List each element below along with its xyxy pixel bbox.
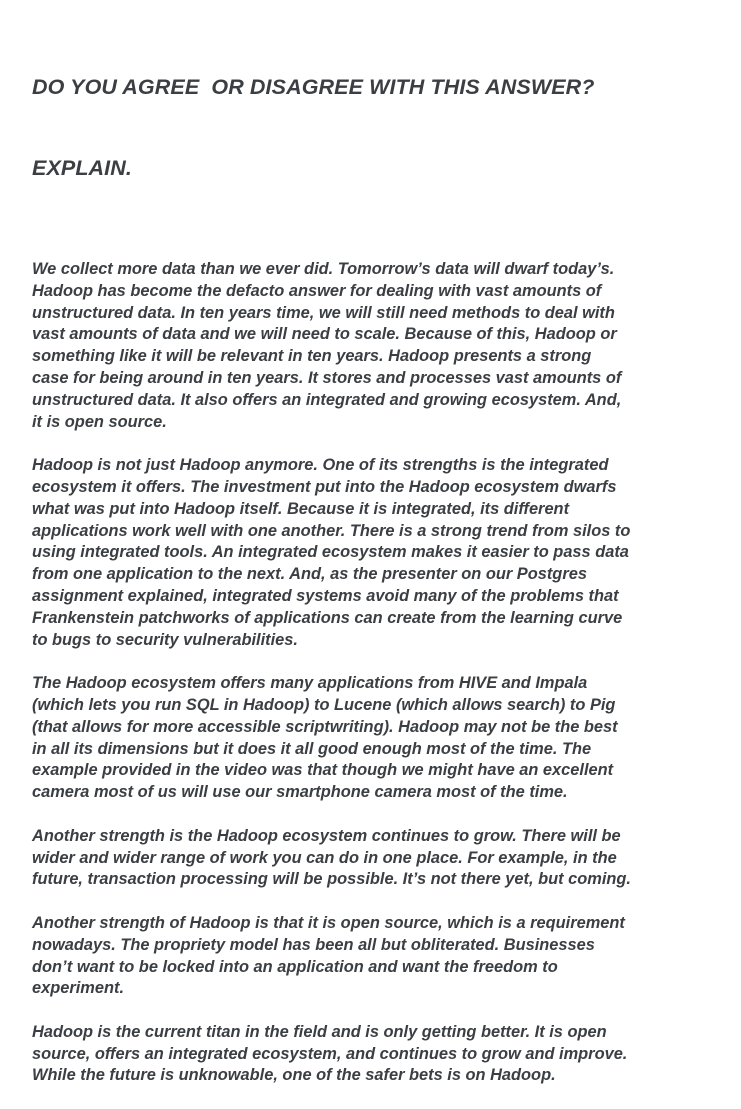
text-line: unstructured data. In ten years time, we will still need methods to deal with — [32, 303, 615, 322]
text-line: something like it will be relevant in ten years. Hadoop presents a strong — [32, 347, 592, 366]
text-line: While the future is unknowable, one of the safer bets is on Hadoop. — [32, 1066, 556, 1085]
paragraph-3 — [32, 673, 722, 804]
text-line: case for being around in ten years. It stores and processes vast amounts of — [32, 368, 622, 387]
text-line: to bugs to security vulnerabilities. — [32, 630, 298, 649]
text-line: using integrated tools. An integrated ecosystem makes it easier to pass data — [32, 543, 629, 562]
text-line: Hadoop has become the defacto answer for dealing with vast amounts of — [32, 281, 602, 300]
text-line: future, transaction processing will be possible. It’s not there yet, but coming. — [32, 870, 631, 889]
paragraph-2 — [32, 455, 722, 651]
text-line: Hadoop is the current titan in the field and is only getting better. It is open — [32, 1022, 607, 1041]
text-line: source, offers an integrated ecosystem, and continues to grow and improve. — [32, 1044, 628, 1063]
text-line: Another strength is the Hadoop ecosystem continues to grow. There will be — [32, 826, 621, 845]
title-line: DO YOU AGREE OR DISAGREE WITH THIS ANSWER? — [32, 75, 595, 99]
text-line: vast amounts of data and we will need to scale. Because of this, Hadoop or — [32, 325, 617, 344]
text-line: what was put into Hadoop itself. Because it is integrated, its different — [32, 499, 570, 518]
text-line: The Hadoop ecosystem offers many applications from HIVE and Impala — [32, 674, 588, 693]
text-line: (that allows for more accessible scriptwriting). Hadoop may not be the best — [32, 717, 618, 736]
text-line: example provided in the video was that though we might have an excellent — [32, 761, 614, 780]
document-page — [32, 20, 722, 1109]
paragraph-4 — [32, 826, 722, 891]
paragraph-1 — [32, 259, 722, 433]
text-line: Another strength of Hadoop is that it is open source, which is a requirement — [32, 913, 625, 932]
paragraph-6 — [32, 1022, 722, 1087]
text-line: it is open source. — [32, 412, 167, 431]
text-line: camera most of us will use our smartphone camera most of the time. — [32, 783, 568, 802]
text-line: We collect more data than we ever did. Tomorrow’s data will dwarf today’s. — [32, 260, 615, 278]
title-line: EXPLAIN. — [32, 156, 132, 180]
text-line: applications work well with one another. There is a strong trend from silos to — [32, 521, 631, 540]
text-line: experiment. — [32, 979, 125, 998]
paragraph-5 — [32, 913, 722, 1000]
text-line: Frankenstein patchworks of applications can create from the learning curve — [32, 608, 623, 627]
document-title — [32, 20, 722, 236]
text-line: don’t want to be locked into an application and want the freedom to — [32, 957, 558, 976]
text-line: Hadoop is not just Hadoop anymore. One of its strengths is the integrated — [32, 456, 609, 475]
text-line: in all its dimensions but it does it all good enough most of the time. The — [32, 739, 592, 758]
text-line: unstructured data. It also offers an integrated and growing ecosystem. And, — [32, 390, 622, 409]
text-line: nowadays. The propriety model has been all but obliterated. Businesses — [32, 935, 595, 954]
text-line: assignment explained, integrated systems avoid many of the problems that — [32, 586, 619, 605]
text-line: from one application to the next. And, as the presenter on our Postgres — [32, 565, 587, 584]
text-line: wider and wider range of work you can do in one place. For example, in the — [32, 848, 617, 867]
text-line: (which lets you run SQL in Hadoop) to Lucene (which allows search) to Pig — [32, 695, 616, 714]
text-line: ecosystem it offers. The investment put into the Hadoop ecosystem dwarfs — [32, 477, 617, 496]
